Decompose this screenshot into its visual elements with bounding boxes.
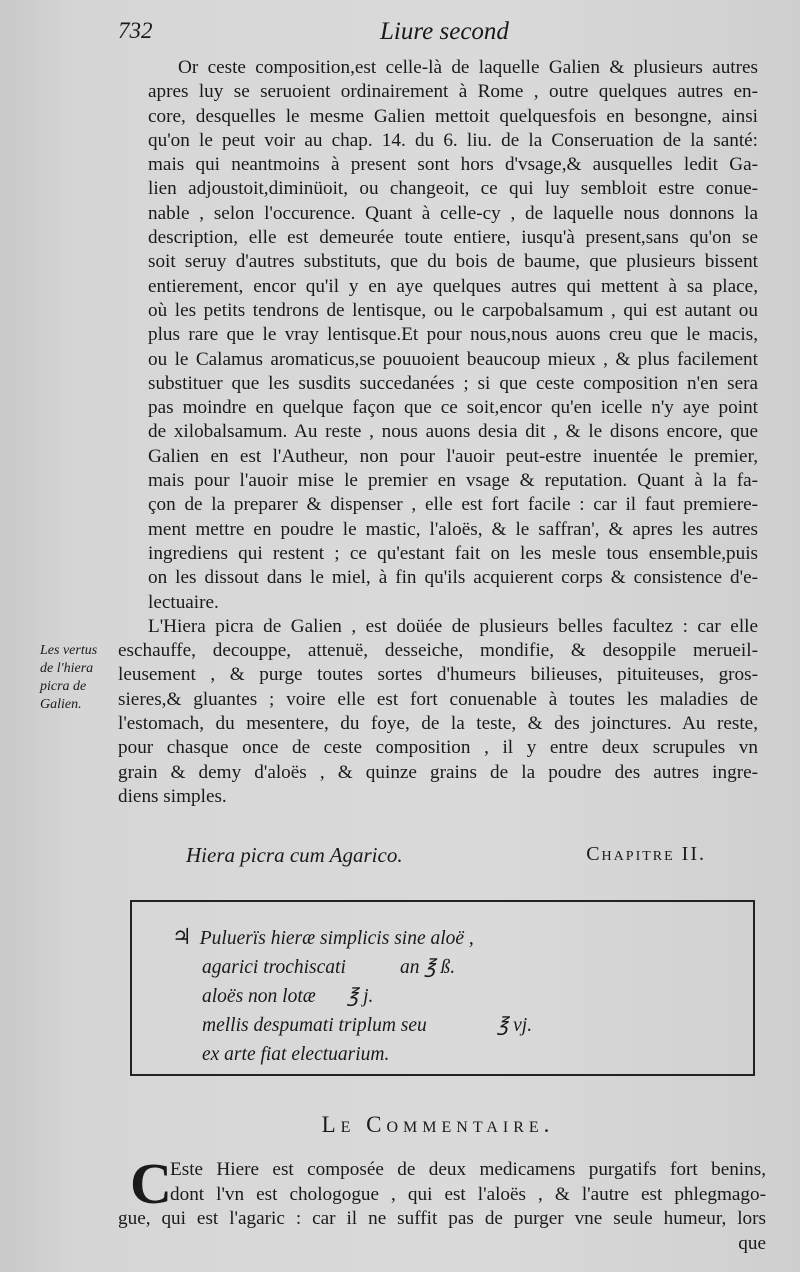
text-line: mais pour l'auoir mise le premier en vsage & reputation. Quant à la fa- bbox=[148, 470, 758, 492]
text-line: Galien en est l'Autheur, non pour l'auoir peut-estre inuentée le premier, bbox=[148, 445, 758, 467]
text-line: ou le Calamus aromaticus,se pouuoient beaucoup mieux , & plus facilement bbox=[148, 348, 758, 370]
text-line: sieres,& gluantes ; voire elle est fort conuenable à toutes les maladies de bbox=[118, 688, 758, 710]
dose: ℥ j. bbox=[347, 986, 374, 1007]
recipe-line bbox=[172, 953, 532, 982]
commentary-text bbox=[118, 1151, 766, 1256]
text-line: plus rare que le vray lentisque.Et pour nous,nous auons creu que le macis, bbox=[148, 324, 758, 346]
text-line: on les dissout dans le miel, à fin qu'ils acquierent corps & consistence d'e- bbox=[148, 567, 758, 589]
text-line: core, desquelles le mesme Galien mettoit quelquesfois en besongne, ainsi bbox=[148, 105, 758, 127]
page-number: 732 bbox=[118, 18, 153, 43]
text-line: où les petits tendrons de lentisque, ou le carpobalsamum , qui est autant ou bbox=[148, 299, 758, 321]
text-line: entierement, encor qu'il y en aye quelques autres qui mettent à sa place, bbox=[148, 275, 758, 297]
dose: ℥ vj. bbox=[497, 1015, 533, 1036]
paragraph-composition bbox=[118, 56, 758, 615]
text-line: pas moindre en quelque façon que ce soit,encor qu'en icelle n'y aye point bbox=[148, 397, 758, 419]
text-line: diens simples. bbox=[118, 785, 227, 807]
text-line: substituer que les susdits succedanées ; si que ceste composition n'en sera bbox=[148, 372, 758, 394]
margin-note-line: Les vertus bbox=[40, 643, 98, 658]
recipe-line bbox=[172, 982, 532, 1011]
text-line: ingrediens qui restent ; ce qu'estant fait on les mesle tous ensemble,puis bbox=[148, 542, 758, 564]
recipe-line bbox=[172, 1040, 532, 1069]
text-line: description, elle est demeurée toute entiere, iusqu'à present,sans qu'on se bbox=[148, 227, 758, 249]
paragraph-virtues bbox=[118, 615, 758, 809]
text-line: Este Hiere est composée de deux medicamens purgatifs fort benins, bbox=[170, 1159, 766, 1180]
text-line: apres luy se seruoient ordinairement à Rome , outre quelques autres en- bbox=[148, 81, 758, 103]
chapter-title: Hiera picra cum Agarico. bbox=[186, 843, 403, 867]
commentary-heading: Le Commentaire. bbox=[321, 1112, 555, 1137]
margin-note-line: picra de bbox=[40, 679, 87, 694]
text-line: de xilobalsamum. Au reste , nous auons desia dit , & le disons encore, que bbox=[148, 421, 758, 443]
text-line: lien adjoustoit,diminüoit, ou changeoit, ce qui luy sembloit estre conue- bbox=[148, 178, 758, 200]
ingredient: agarici trochiscati bbox=[202, 957, 346, 978]
text-line: dont l'vn est chologogue , qui est l'aloës , & l'autre est phlegmago- bbox=[170, 1183, 766, 1205]
text-line: leusement , & purge toutes sortes d'humeurs bilieuses, pituiteuses, gros- bbox=[118, 664, 758, 686]
text-line: soit seruy d'autres substituts, que du bois de baume, que plusieurs bissent bbox=[148, 251, 758, 273]
margin-note-line: Galien. bbox=[40, 697, 82, 712]
text-line: Or ceste composition,est celle-là de laquelle Galien & plusieurs autres bbox=[178, 57, 758, 78]
ingredient: Puluerïs hieræ simplicis sine aloë , bbox=[199, 928, 474, 949]
text-line: lectuaire. bbox=[148, 591, 219, 613]
text-line: ment mettre en poudre le mastic, l'aloës, & le saffran', & apres les autres bbox=[148, 518, 758, 540]
running-title: Liure second bbox=[380, 18, 509, 45]
recipe-box bbox=[130, 900, 755, 1076]
drop-cap: C bbox=[130, 1151, 172, 1216]
dose: an ℥ ß. bbox=[400, 957, 456, 978]
text-line: qu'on le peut voir au chap. 14. du 6. liu. de la Conseruation de la santé: bbox=[148, 129, 758, 151]
recipe-line bbox=[172, 922, 532, 953]
text-line: çon de la preparer & dispenser , elle est fort facile : car il faut premiere- bbox=[148, 494, 758, 516]
text-line: l'estomach, du mesentere, du foye, de la teste, & des joinctures. Au reste, bbox=[118, 713, 758, 735]
text-line: nable , selon l'occurence. Quant à celle-cy , de laquelle nous donnons la bbox=[148, 202, 758, 224]
text-line: pour chasque once de ceste composition , il y entre deux scrupules vn bbox=[118, 737, 758, 759]
recipe-lines bbox=[172, 922, 532, 1069]
margin-note-line: de l'hiera bbox=[40, 661, 94, 676]
margin-note bbox=[40, 642, 120, 714]
catchword: que bbox=[738, 1232, 766, 1254]
running-head bbox=[118, 18, 768, 52]
ingredient: ex arte fiat electuarium. bbox=[202, 1044, 390, 1065]
ingredient: aloës non lotæ bbox=[202, 986, 316, 1007]
text-line: gue, qui est l'agaric : car il ne suffit pas de purger vne seule humeur, lors bbox=[118, 1208, 766, 1229]
main-text bbox=[118, 56, 758, 809]
recipe-line bbox=[172, 1011, 532, 1040]
chapter-heading bbox=[118, 843, 758, 873]
ingredient: mellis despumati triplum seu bbox=[202, 1015, 427, 1036]
text-line: L'Hiera picra de Galien , est doüée de plusieurs belles facultez : car elle bbox=[148, 615, 758, 637]
chapter-number: Chapitre II. bbox=[586, 843, 706, 865]
text-line: grain & demy d'aloës , & quinze grains de la poudre des autres ingre- bbox=[118, 761, 758, 783]
recipe-symbol-icon: ♃ bbox=[172, 924, 192, 949]
text-line: mais qui neantmoins à present sont hors d'vsage,& ausquelles ledit Ga- bbox=[148, 154, 758, 176]
text-line: eschauffe, decouppe, attenuë, desseiche, mondifie, & desoppile merueil- bbox=[118, 640, 758, 662]
